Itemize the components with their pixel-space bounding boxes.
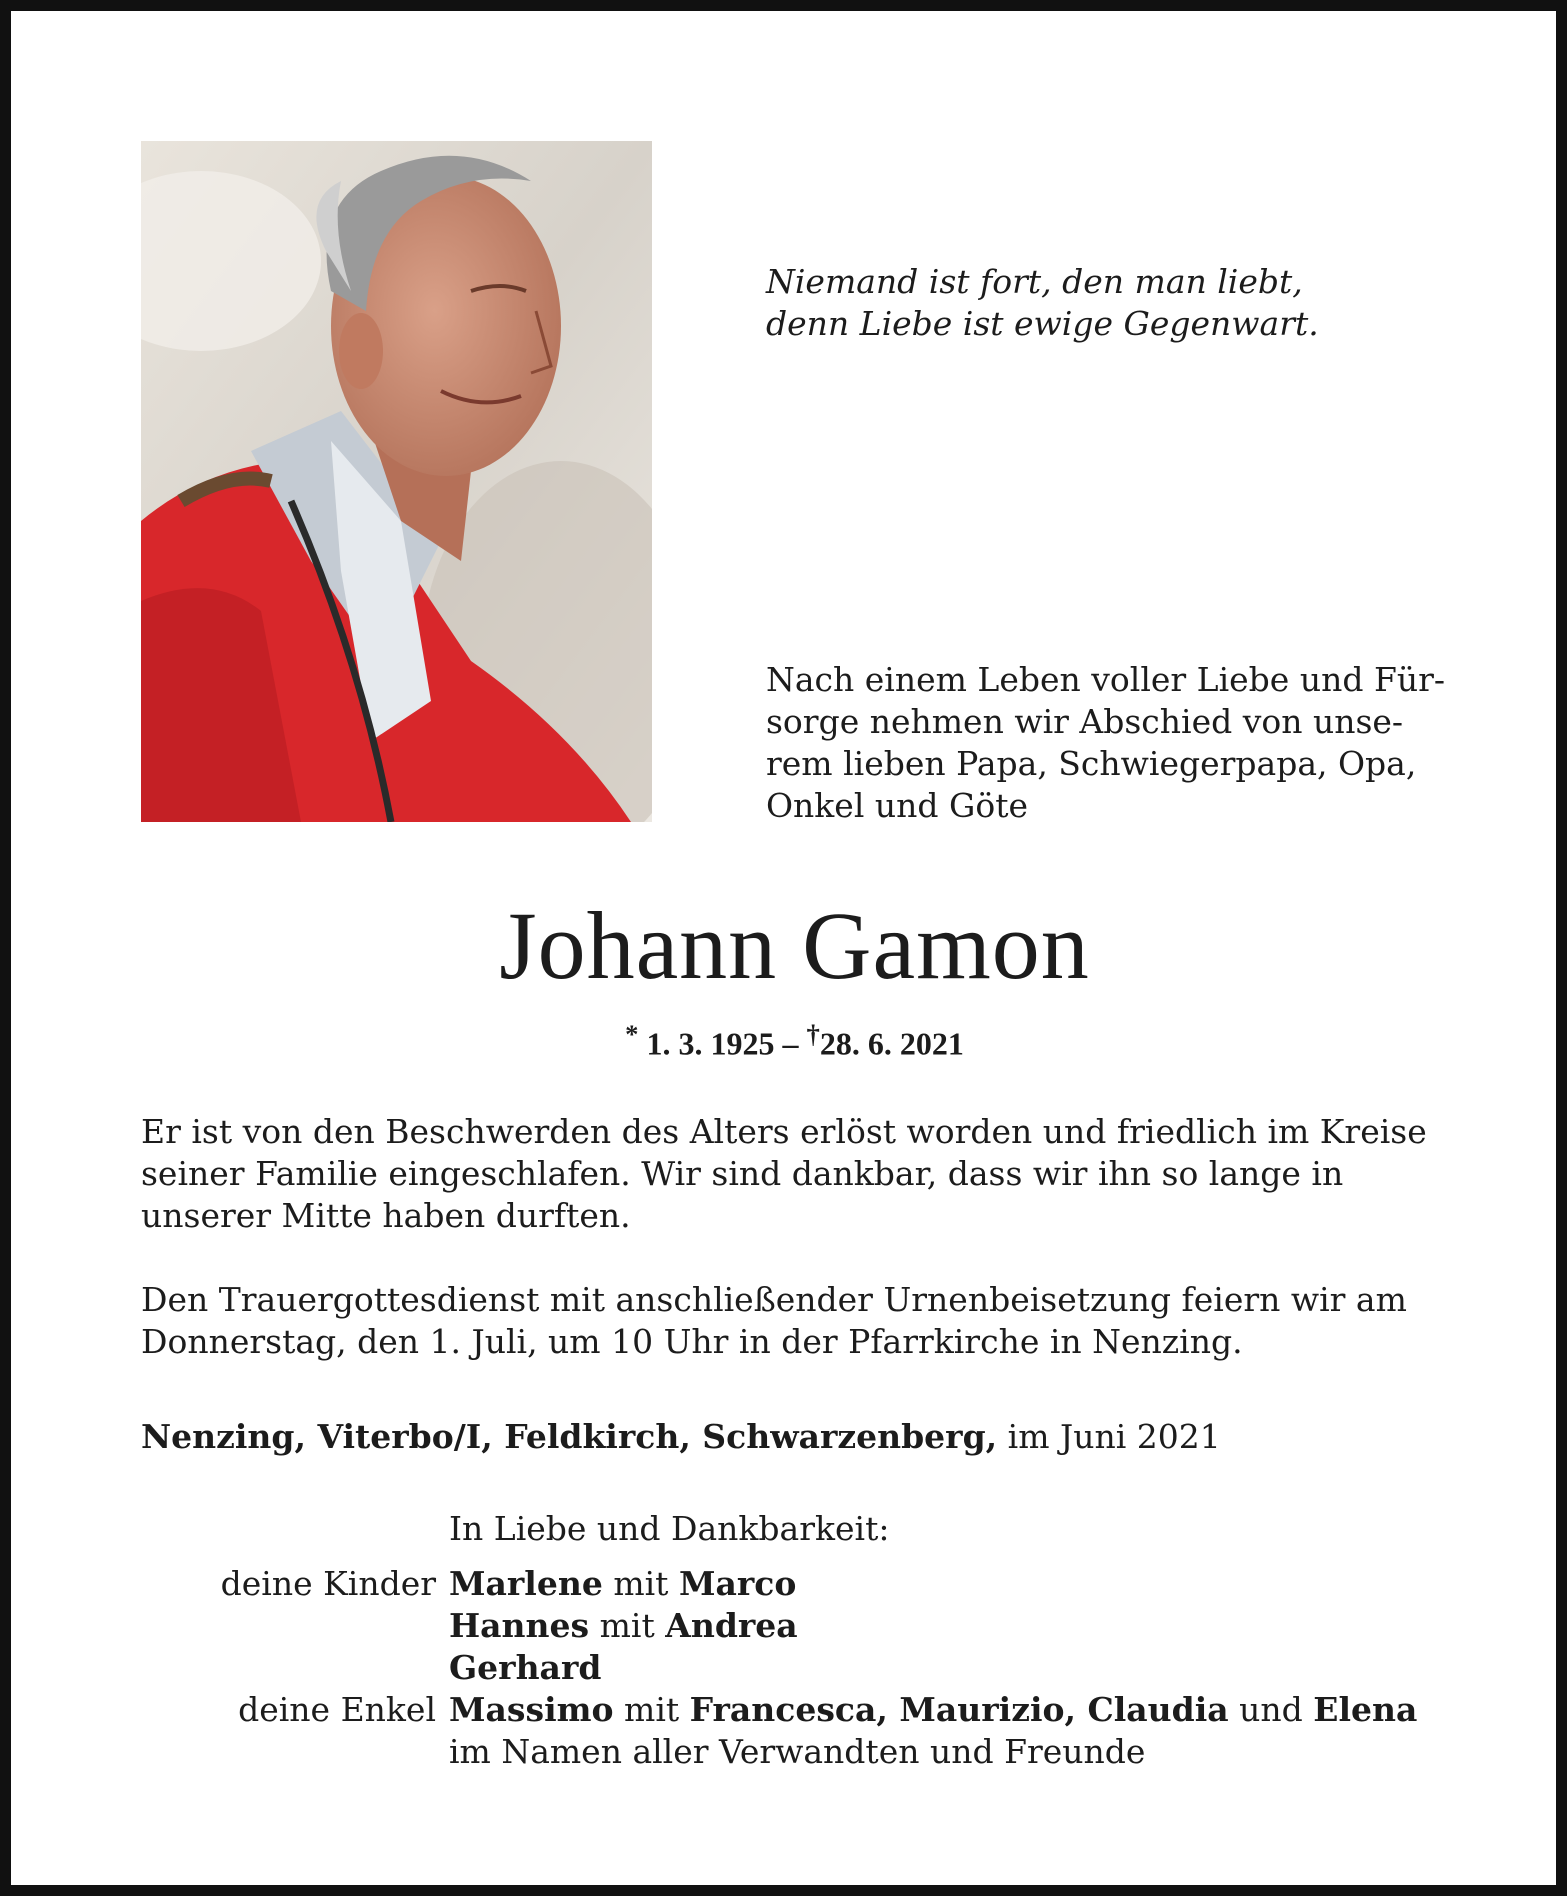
- intro-line: rem lieben Papa, Schwiegerpapa, Opa,: [766, 744, 1417, 783]
- birth-date: 1. 3. 1925: [646, 1025, 775, 1062]
- family-member: Gerhard: [449, 1648, 602, 1687]
- family-label-enkel: deine Enkel: [238, 1690, 436, 1729]
- places-and-date: [141, 1416, 1451, 1458]
- paragraph-line: Donnerstag, den 1. Juli, um 10 Uhr in der Pfarrkirche in Nenzing.: [141, 1322, 1243, 1361]
- paragraph-passing: [141, 1111, 1451, 1237]
- portrait-photo: [141, 141, 652, 822]
- family-connector: mit: [624, 1690, 680, 1729]
- family-member: Andrea: [665, 1606, 798, 1645]
- family-row: [141, 1731, 1461, 1773]
- family-row: [141, 1647, 1461, 1689]
- family-connector: mit: [599, 1606, 655, 1645]
- family-connector: mit: [613, 1564, 669, 1603]
- quote-line: denn Liebe ist ewige Gegenwart.: [766, 304, 1319, 343]
- date-separator: –: [782, 1025, 799, 1062]
- intro-text: [766, 659, 1536, 827]
- intro-line: Onkel und Göte: [766, 786, 1029, 825]
- family-member: Massimo: [449, 1690, 614, 1729]
- paragraph-line: Den Trauergottesdienst mit anschließender Urnenbeisetzung feiern wir am: [141, 1280, 1407, 1319]
- family-label-kinder: deine Kinder: [220, 1564, 436, 1603]
- family-others: im Namen aller Verwandten und Freunde: [449, 1732, 1146, 1771]
- intro-line: sorge nehmen wir Abschied von unse-: [766, 702, 1404, 741]
- paragraph-line: Er ist von den Beschwerden des Alters erlöst worden und friedlich im Kreise: [141, 1112, 1427, 1151]
- portrait-illustration: [141, 141, 652, 822]
- paragraph-line: unserer Mitte haben durften.: [141, 1196, 631, 1235]
- places-date: im Juni 2021: [1007, 1417, 1221, 1456]
- closing-line: In Liebe und Dankbarkeit:: [449, 1509, 890, 1548]
- family-member: Francesca, Maurizio, Claudia: [689, 1690, 1229, 1729]
- places-towns: Nenzing, Viterbo/I, Feldkirch, Schwarzenberg,: [141, 1417, 998, 1456]
- family-value: [449, 1647, 601, 1689]
- deceased-name: Johann Gamon: [499, 892, 1090, 999]
- family-value: [449, 1563, 796, 1605]
- family-member: Marlene: [449, 1564, 603, 1603]
- life-dates: [11, 1019, 1567, 1063]
- paragraph-line: seiner Familie eingeschlafen. Wir sind dankbar, dass wir ihn so lange in: [141, 1154, 1344, 1193]
- death-date: 28. 6. 2021: [819, 1025, 964, 1062]
- family-label-empty: [141, 1731, 449, 1773]
- death-mark: †: [806, 1019, 820, 1049]
- family-list: [141, 1563, 1461, 1773]
- family-member: Elena: [1313, 1690, 1418, 1729]
- family-value: [449, 1689, 1417, 1731]
- intro-line: Nach einem Leben voller Liebe und Für-: [766, 660, 1446, 699]
- family-value: [449, 1605, 798, 1647]
- family-label-empty: [141, 1647, 449, 1689]
- family-row: [141, 1563, 1461, 1605]
- birth-mark: *: [625, 1019, 639, 1049]
- family-connector: und: [1239, 1690, 1303, 1729]
- family-row: [141, 1605, 1461, 1647]
- memorial-quote: [766, 261, 1526, 345]
- quote-line: Niemand ist fort, den man liebt,: [766, 262, 1303, 301]
- family-label-empty: [141, 1605, 449, 1647]
- paragraph-service: [141, 1279, 1451, 1363]
- family-member: Hannes: [449, 1606, 590, 1645]
- family-member: Marco: [678, 1564, 797, 1603]
- family-row: [141, 1689, 1461, 1731]
